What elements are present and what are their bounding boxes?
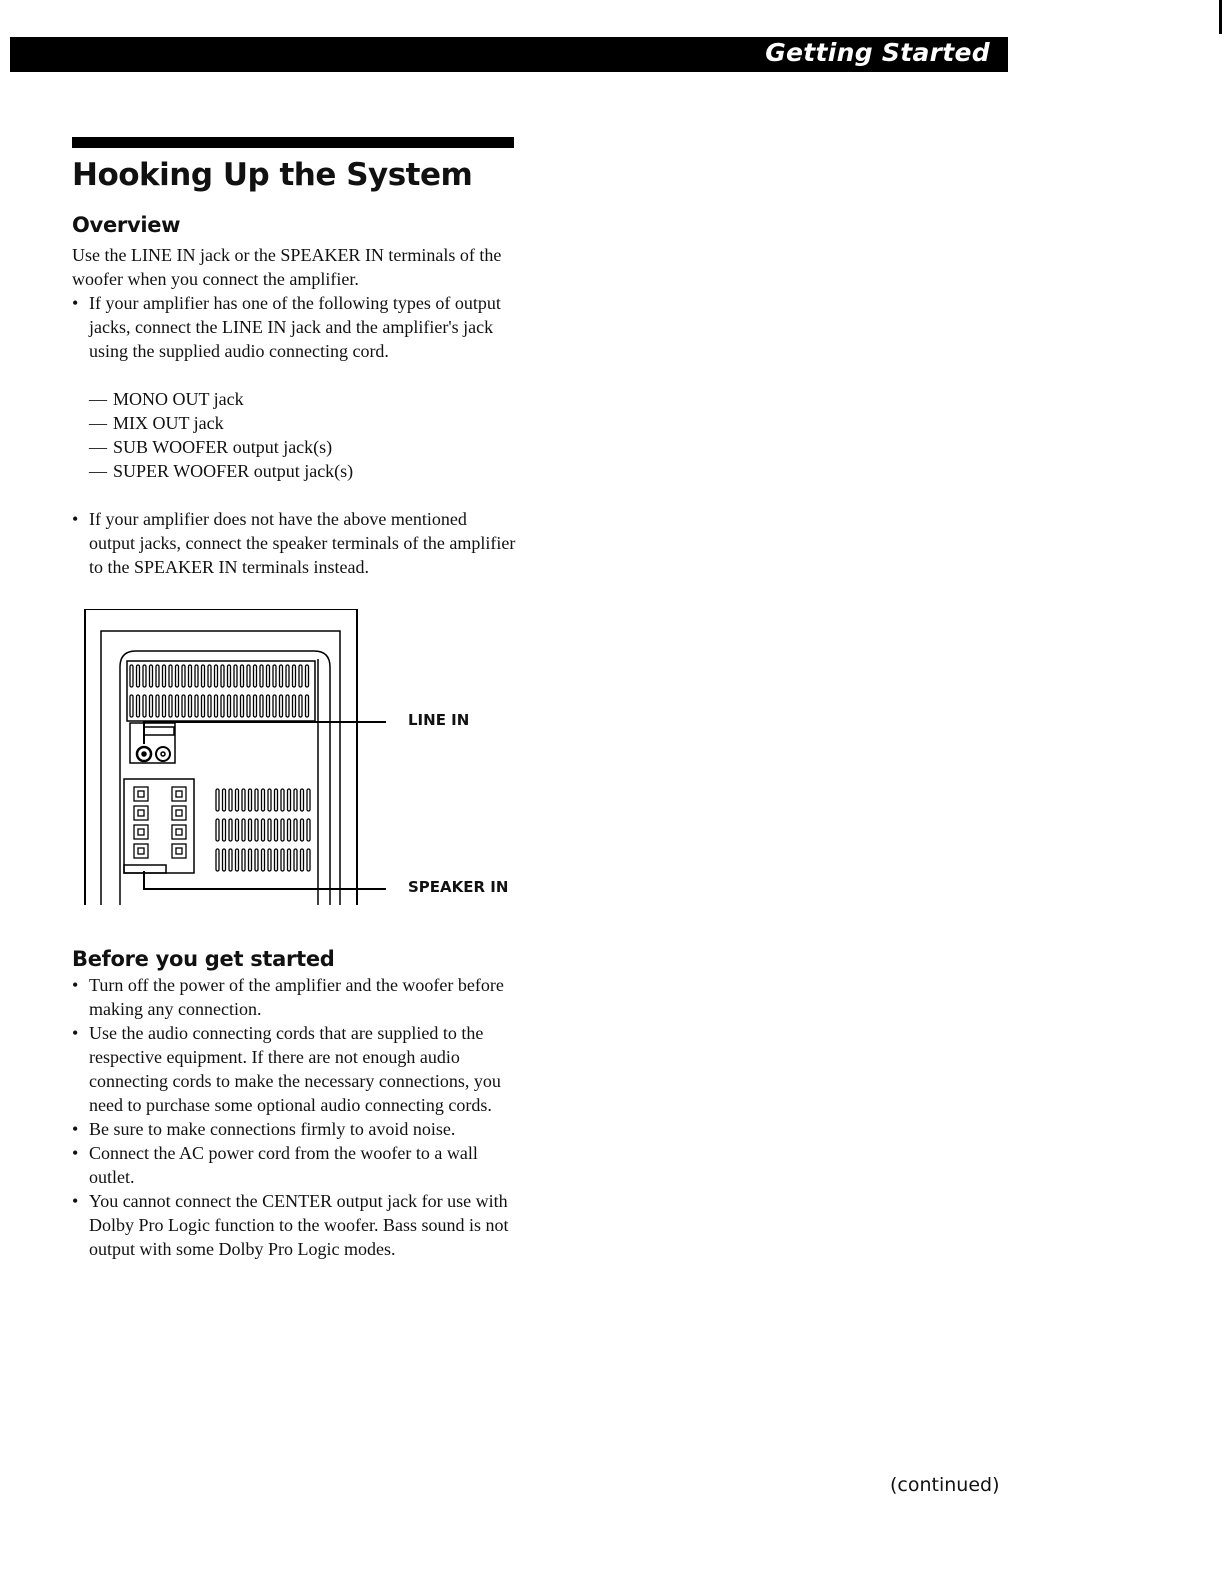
speaker-terminal-screw — [176, 791, 182, 797]
vent-slot — [130, 665, 133, 687]
vent-slot — [267, 695, 270, 717]
vent-slot — [299, 695, 302, 717]
vent-slot — [137, 695, 140, 717]
vent-slot — [288, 849, 291, 871]
before-heading: Before you get started — [72, 947, 335, 971]
vent-slot — [221, 665, 224, 687]
vent-slot — [262, 819, 265, 841]
vent-slot — [260, 695, 263, 717]
jack-item: — SUPER WOOFER output jack(s) — [89, 459, 517, 483]
speaker-terminal — [172, 825, 186, 839]
speaker-in-label: SPEAKER IN — [408, 878, 509, 896]
vent-slot — [236, 819, 239, 841]
vent-slot — [228, 665, 231, 687]
speaker-terminal-screw — [138, 791, 144, 797]
vent-slot — [242, 789, 245, 811]
vent-slot — [301, 789, 304, 811]
main-content — [72, 137, 517, 1261]
before-list — [72, 973, 517, 1261]
jack-list — [89, 387, 517, 483]
overview-bullet-1: • If your amplifier has one of the following types of output jacks, connect the LINE IN jack and the amplifier's jack using the supplied audio connecting cord. — [72, 291, 517, 363]
vent-slot — [275, 819, 278, 841]
vent-slot — [241, 665, 244, 687]
vent-slot — [216, 789, 219, 811]
vent-slot — [236, 789, 239, 811]
vent-slot — [234, 695, 237, 717]
vent-slot — [249, 789, 252, 811]
woofer-rear-panel-figure — [72, 609, 517, 905]
speaker-terminal — [134, 825, 148, 839]
vent-slot — [299, 665, 302, 687]
vent-slot — [247, 665, 250, 687]
speaker-terminal — [172, 806, 186, 820]
vent-slot — [273, 695, 276, 717]
before-item: • Connect the AC power cord from the woofer to a wall outlet. — [72, 1141, 517, 1189]
jack-item: — MONO OUT jack — [89, 387, 517, 411]
vent-slot — [268, 789, 271, 811]
speaker-terminal-screw — [176, 810, 182, 816]
vent-slot — [286, 665, 289, 687]
speaker-terminal — [134, 806, 148, 820]
vent-slot — [182, 665, 185, 687]
before-item: • Use the audio connecting cords that are supplied to the respective equipment. If there are not enough audio connecting cords to make the necessary connections, you need to purchase some optional audio connecting cords. — [72, 1021, 517, 1117]
vent-slot — [195, 695, 198, 717]
vent-slot — [294, 819, 297, 841]
vent-slot — [281, 789, 284, 811]
vent-slot — [176, 665, 179, 687]
vent-slot — [254, 695, 257, 717]
vent-slot — [150, 665, 153, 687]
vent-slot — [169, 695, 172, 717]
vent-slot — [223, 849, 226, 871]
vent-slot — [262, 789, 265, 811]
vent-slot — [301, 849, 304, 871]
vent-slot — [202, 665, 205, 687]
vent-slot — [229, 789, 232, 811]
speaker-terminal — [172, 844, 186, 858]
vent-slot — [208, 665, 211, 687]
vent-slot — [216, 819, 219, 841]
vent-slot — [223, 789, 226, 811]
vent-slot — [275, 789, 278, 811]
vent-slot — [268, 849, 271, 871]
woofer-rear-panel-illustration — [72, 609, 517, 905]
page-title: Hooking Up the System — [72, 157, 473, 193]
section-title: Getting Started — [765, 38, 990, 67]
vent-slot — [307, 849, 310, 871]
speaker-terminal-screw — [176, 848, 182, 854]
vent-slot — [221, 695, 224, 717]
vent-slot — [288, 819, 291, 841]
vent-slot — [255, 789, 258, 811]
overview-bullets-2 — [72, 507, 517, 579]
vent-slot — [208, 695, 211, 717]
vent-slot — [241, 695, 244, 717]
jack-item: — SUB WOOFER output jack(s) — [89, 435, 517, 459]
vent-slot — [163, 695, 166, 717]
speaker-terminal — [172, 787, 186, 801]
vent-slot — [301, 819, 304, 841]
vent-slot — [189, 695, 192, 717]
vent-slot — [176, 695, 179, 717]
overview-heading: Overview — [72, 213, 181, 237]
vent-slot — [262, 849, 265, 871]
vent-slot — [260, 665, 263, 687]
vent-slot — [281, 819, 284, 841]
before-item: • Be sure to make connections firmly to avoid noise. — [72, 1117, 517, 1141]
vent-slot — [255, 819, 258, 841]
line-in-label: LINE IN — [408, 711, 470, 729]
speaker-terminal-screw — [138, 848, 144, 854]
vent-slot — [255, 849, 258, 871]
continued-note: (continued) — [890, 1474, 1000, 1496]
vent-slot — [156, 695, 159, 717]
vent-slot — [137, 665, 140, 687]
vent-slot — [280, 665, 283, 687]
overview-bullets — [72, 291, 517, 363]
vent-slot — [294, 849, 297, 871]
vent-slot — [273, 665, 276, 687]
vent-slot — [306, 695, 309, 717]
jack-item: — MIX OUT jack — [89, 411, 517, 435]
vent-slot — [268, 819, 271, 841]
vent-slot — [249, 849, 252, 871]
vent-slot — [254, 665, 257, 687]
scan-edge-mark — [1219, 0, 1222, 34]
before-item: • Turn off the power of the amplifier and the woofer before making any connection. — [72, 973, 517, 1021]
vent-slot — [150, 695, 153, 717]
vent-slot — [143, 695, 146, 717]
speaker-terminal-screw — [138, 829, 144, 835]
vent-slot — [267, 665, 270, 687]
vent-slot — [215, 695, 218, 717]
vent-slot — [247, 695, 250, 717]
vent-slot — [306, 665, 309, 687]
vent-slot — [242, 819, 245, 841]
vent-slot — [229, 819, 232, 841]
vent-slot — [130, 695, 133, 717]
vent-slot — [223, 819, 226, 841]
vent-slot — [281, 849, 284, 871]
vent-slot — [249, 819, 252, 841]
before-item: • You cannot connect the CENTER output jack for use with Dolby Pro Logic function to the woofer. Bass sound is not output with some Dolby Pro Logic modes. — [72, 1189, 517, 1261]
vent-slot — [215, 665, 218, 687]
vent-slot — [216, 849, 219, 871]
vent-slot — [143, 665, 146, 687]
overview-bullet-2: • If your amplifier does not have the above mentioned output jacks, connect the speaker terminals of the amplifier to the SPEAKER IN terminals instead. — [72, 507, 517, 579]
vent-slot — [307, 819, 310, 841]
overview-intro: Use the LINE IN jack or the SPEAKER IN terminals of the woofer when you connect the amplifier. — [72, 245, 502, 289]
vent-slot — [182, 695, 185, 717]
speaker-terminal-screw — [176, 829, 182, 835]
speaker-terminal-screw — [138, 810, 144, 816]
vent-slot — [294, 789, 297, 811]
speaker-terminal — [134, 787, 148, 801]
vent-slot — [293, 665, 296, 687]
vent-slot — [169, 665, 172, 687]
vent-slot — [156, 665, 159, 687]
vent-slot — [242, 849, 245, 871]
speaker-terminal — [134, 844, 148, 858]
vent-slot — [288, 789, 291, 811]
vent-slot — [228, 695, 231, 717]
vent-slot — [236, 849, 239, 871]
vent-slot — [275, 849, 278, 871]
vent-slot — [293, 695, 296, 717]
title-rule — [72, 137, 514, 148]
vent-slot — [286, 695, 289, 717]
vent-slot — [202, 695, 205, 717]
header-bar — [10, 37, 1008, 72]
vent-slot — [163, 665, 166, 687]
vent-slot — [195, 665, 198, 687]
vent-slot — [234, 665, 237, 687]
vent-slot — [280, 695, 283, 717]
vent-slot — [189, 665, 192, 687]
vent-slot — [307, 789, 310, 811]
vent-slot — [229, 849, 232, 871]
